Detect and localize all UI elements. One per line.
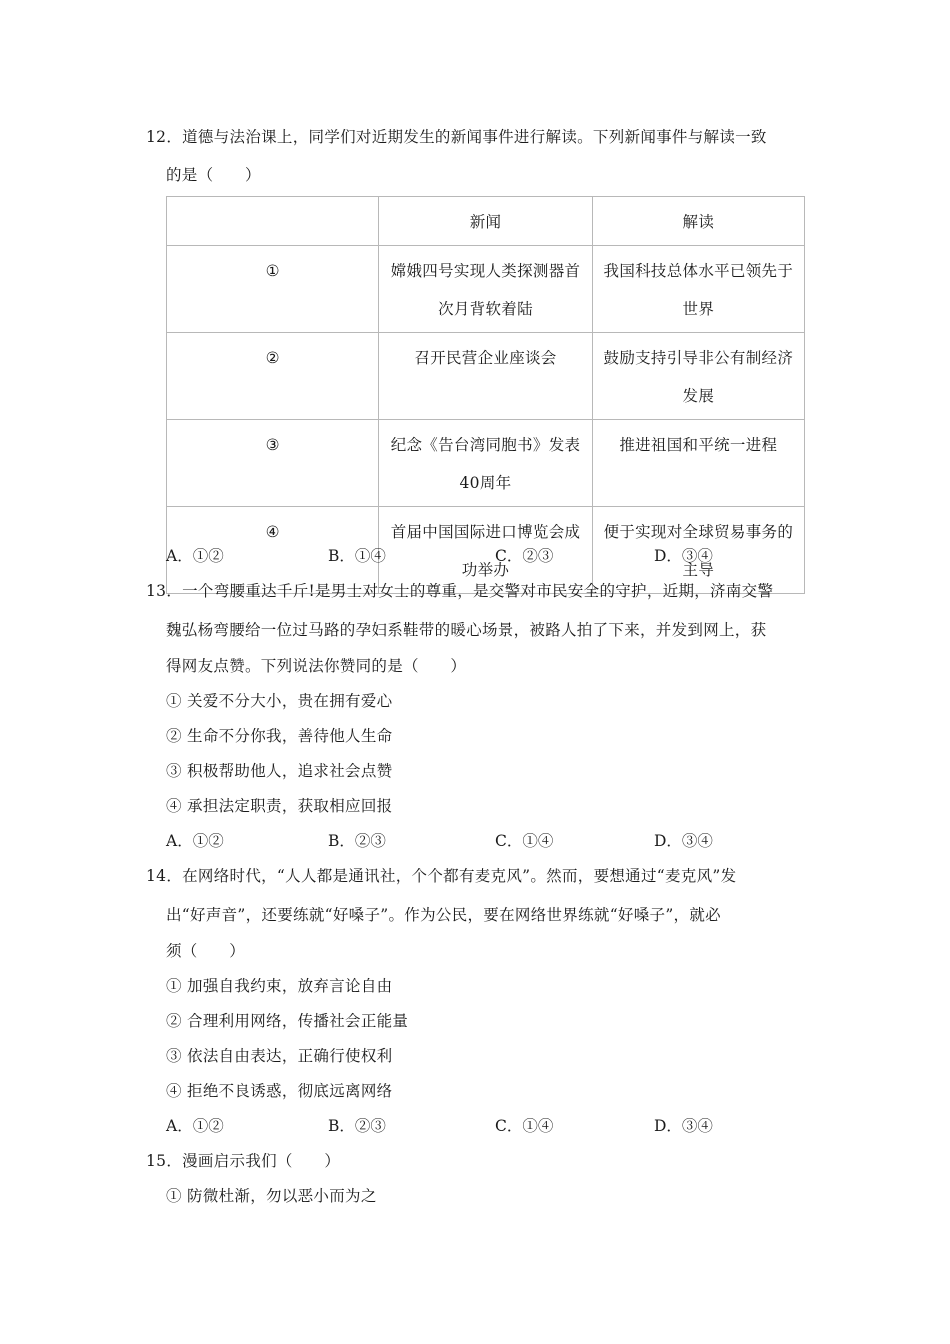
q14-item-2: ② 合理利用网络，传播社会正能量 (166, 1012, 409, 1030)
q13-item-3: ③ 积极帮助他人，追求社会点赞 (166, 762, 393, 780)
q13-option-b: B．②③ (328, 832, 386, 850)
q12-stem-line-1: 12．道德与法治课上，同学们对近期发生的新闻事件进行解读。下列新闻事件与解读一致 (146, 128, 767, 146)
q12-option-d: D．③④ (654, 547, 713, 565)
row-interpretation: 便于实现对全球贸易事务的主导 (592, 507, 804, 594)
q12-option-a: A．①② (166, 547, 224, 565)
row-news: 召开民营企业座谈会 (379, 333, 592, 420)
row-news: 纪念《告台湾同胞书》发表40周年 (379, 420, 592, 507)
q12-option-b: B．①④ (328, 547, 386, 565)
q15-item-1: ① 防微杜渐，勿以恶小而为之 (166, 1187, 377, 1205)
table-row (167, 333, 805, 420)
q15-stem-line-1: 15．漫画启示我们（ ） (146, 1152, 341, 1170)
table-header-row (167, 197, 805, 246)
row-number: ② (167, 333, 379, 420)
q13-option-d: D．③④ (654, 832, 713, 850)
q14-option-d: D．③④ (654, 1117, 713, 1135)
q14-item-3: ③ 依法自由表达，正确行使权利 (166, 1047, 393, 1065)
row-news: 首届中国国际进口博览会成功举办 (379, 507, 592, 594)
q13-stem-line-1: 13．一个弯腰重达千斤!是男士对女士的尊重，是交警对市民安全的守护，近期，济南交警 (146, 582, 774, 600)
q13-item-1: ① 关爱不分大小，贵在拥有爱心 (166, 692, 393, 710)
table-header-news: 新闻 (379, 197, 592, 246)
q12-news-table (166, 196, 805, 594)
q12-option-c: C．②③ (495, 547, 554, 565)
q13-stem-line-2: 魏弘杨弯腰给一位过马路的孕妇系鞋带的暖心场景，被路人拍了下来，并发到网上，获 (166, 621, 767, 639)
row-number: ① (167, 246, 379, 333)
table-row (167, 246, 805, 333)
q14-stem-line-3: 须（ ） (166, 942, 246, 960)
q12-options (166, 546, 806, 566)
q14-stem-line-2: 出“好声音”，还要练就“好嗓子”。作为公民，要在网络世界练就“好嗓子”，就必 (166, 906, 721, 924)
q14-stem-line-1: 14．在网络时代，“人人都是通讯社，个个都有麦克风”。然而，要想通过“麦克风”发 (146, 867, 737, 885)
q13-option-a: A．①② (166, 832, 224, 850)
row-interpretation: 推进祖国和平统一进程 (592, 420, 804, 507)
q12-stem-line-2: 的是（ ） (166, 166, 261, 184)
row-interpretation: 鼓励支持引导非公有制经济发展 (592, 333, 804, 420)
row-number: ④ (167, 507, 379, 594)
q13-item-4: ④ 承担法定职责，获取相应回报 (166, 797, 393, 815)
table-header-blank (167, 197, 379, 246)
q14-options (166, 1116, 806, 1136)
q13-option-c: C．①④ (495, 832, 554, 850)
q14-item-1: ① 加强自我约束，放弃言论自由 (166, 977, 393, 995)
row-interpretation: 我国科技总体水平已领先于世界 (592, 246, 804, 333)
table-header-interpretation: 解读 (592, 197, 804, 246)
q13-stem-line-3: 得网友点赞。下列说法你赞同的是（ ） (166, 657, 467, 675)
q14-item-4: ④ 拒绝不良诱惑，彻底远离网络 (166, 1082, 393, 1100)
row-news: 嫦娥四号实现人类探测器首次月背软着陆 (379, 246, 592, 333)
row-number: ③ (167, 420, 379, 507)
q13-options (166, 831, 806, 851)
q13-item-2: ② 生命不分你我，善待他人生命 (166, 727, 393, 745)
q14-option-a: A．①② (166, 1117, 224, 1135)
q14-option-b: B．②③ (328, 1117, 386, 1135)
q14-option-c: C．①④ (495, 1117, 554, 1135)
table-row (167, 420, 805, 507)
